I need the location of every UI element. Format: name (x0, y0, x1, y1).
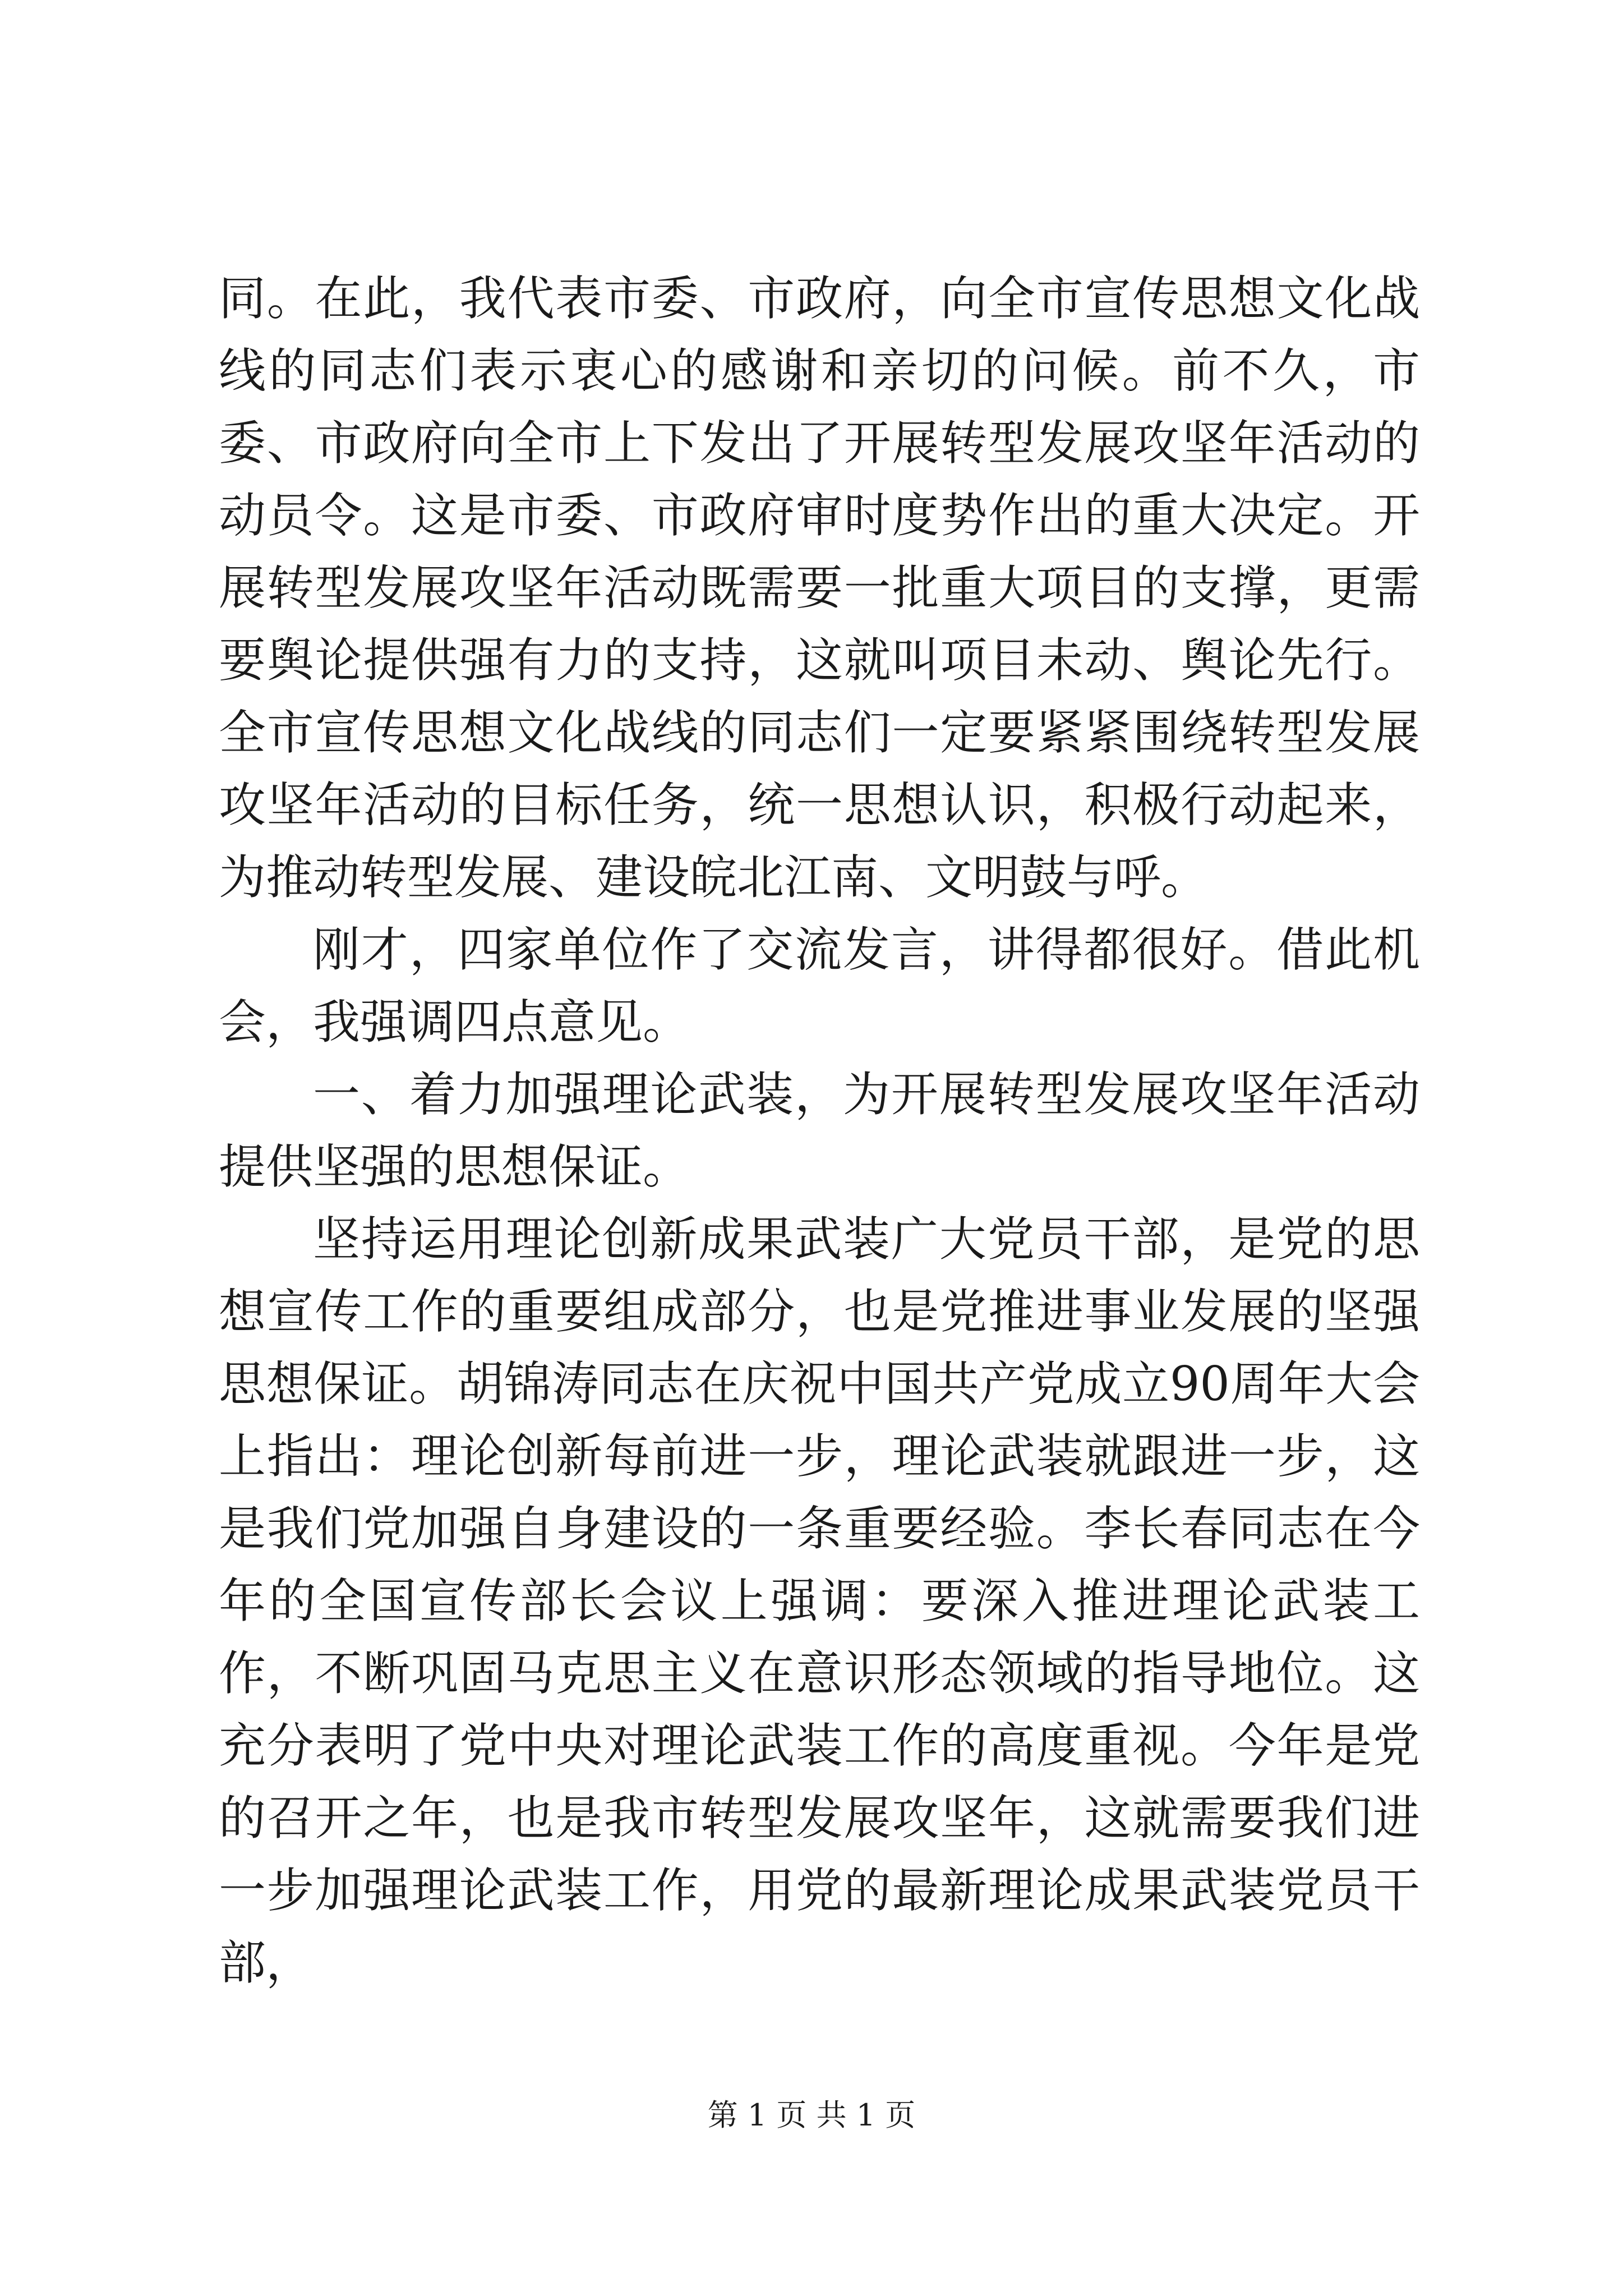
page-footer (0, 2093, 1623, 2138)
paragraph-1: 同。在此，我代表市委、市政府，向全市宣传思想文化战线的同志们表示衷心的感谢和亲切的问候。前不久，市委、市政府向全市上下发出了开展转型发展攻坚年活动的动员令。这是市委、市政府审时度势作出的重大决定。开展转型发展攻坚年活动既需要一批重大项目的支撑，更需要舆论提供强有力的支持，这就叫项目未动、舆论先行。全市宣传思想文化战线的同志们一定要紧紧围绕转型发展攻坚年活动的目标任务，统一思想认识，积极行动起来，为推动转型发展、建设皖北江南、文明鼓与呼。 (219, 271, 1420, 905)
paragraph-4: 坚持运用理论创新成果武装广大党员干部，是党的思想宣传工作的重要组成部分，也是党推进事业发展的坚强思想保证。胡锦涛同志在庆祝中国共产党成立90周年大会上指出：理论创新每前进一步，理论武装就跟进一步，这是我们党加强自身建设的一条重要经验。李长春同志在今年的全国宣传部长会议上强调：要深入推进理论武装工作，不断巩固马克思主义在意识形态领域的指导地位。这充分表明了党中央对理论武装工作的高度重视。今年是党的召开之年，也是我市转型发展攻坚年，这就需要我们进一步加强理论武装工作，用党的最新理论成果武装党员干部， (219, 1212, 1420, 1990)
page-number-label: 第 1 页 共 1 页 (707, 2097, 916, 2133)
paragraph-3-section-heading: 一、着力加强理论武装，为开展转型发展攻坚年活动提供坚强的思想保证。 (219, 1067, 1420, 1194)
paragraph-2: 刚才，四家单位作了交流发言，讲得都很好。借此机会，我强调四点意见。 (219, 922, 1420, 1050)
document-body (219, 263, 1420, 1999)
